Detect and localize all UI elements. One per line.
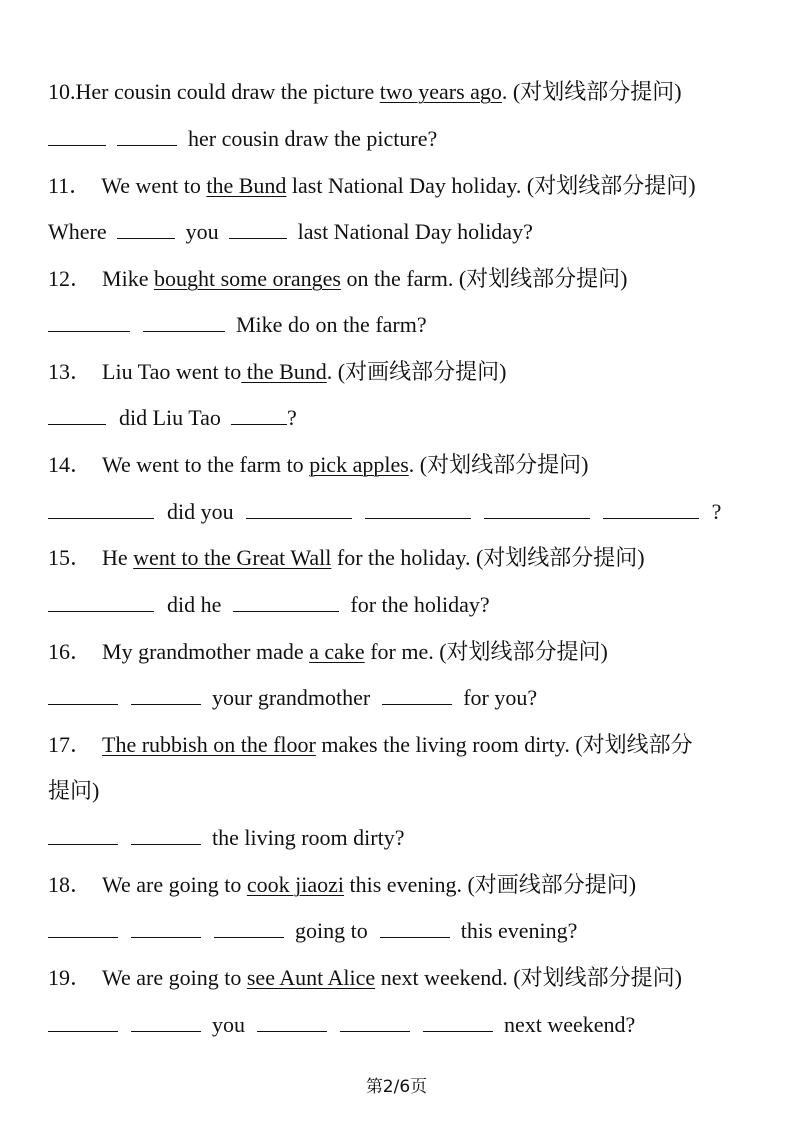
question-number: 11．: [48, 173, 92, 198]
question-number: 16．: [48, 639, 93, 664]
answer-blank[interactable]: [131, 919, 201, 938]
answer-text: you: [212, 1012, 245, 1037]
answer-blank[interactable]: [340, 1013, 410, 1032]
underlined-phrase: went to the Great Wall: [133, 545, 332, 570]
answer-line-14: [48, 497, 773, 527]
question-instruction: . (对划线部分提问): [408, 452, 589, 477]
answer-blank[interactable]: [48, 826, 118, 845]
answer-blank[interactable]: [423, 1013, 493, 1032]
answer-text: the living room dirty?: [212, 825, 405, 850]
answer-blank[interactable]: [143, 313, 225, 332]
question-text: He: [102, 545, 134, 570]
underlined-phrase: bought some oranges: [153, 266, 341, 291]
answer-text: did you: [167, 499, 234, 524]
question-number: 18．: [48, 872, 93, 897]
question-instruction: . (对画线部分提问): [326, 359, 507, 384]
answer-text: Where: [48, 219, 107, 244]
answer-blank[interactable]: [48, 313, 130, 332]
answer-line-19: [48, 1010, 773, 1040]
question-instruction: last National Day holiday. (对划线部分提问): [286, 173, 696, 198]
question-text: Mike: [102, 266, 154, 291]
answer-blank[interactable]: [117, 127, 177, 146]
question-text: We went to: [101, 173, 207, 198]
answer-blank[interactable]: [603, 500, 699, 519]
question-19: [48, 963, 773, 993]
answer-line-18: [48, 916, 773, 946]
question-number: 19．: [48, 965, 93, 990]
question-text: We went to the farm to: [102, 452, 310, 477]
answer-blank[interactable]: [380, 919, 450, 938]
answer-text: your grandmother: [212, 685, 371, 710]
question-11: [48, 171, 773, 201]
question-number: 14．: [48, 452, 93, 477]
answer-text: for you?: [463, 685, 538, 710]
question-instruction: this evening. (对画线部分提问): [344, 872, 637, 897]
question-instruction: on the farm. (对划线部分提问): [340, 266, 628, 291]
underlined-phrase: see Aunt Alice: [246, 965, 376, 990]
answer-blank[interactable]: [48, 686, 118, 705]
answer-line-15: [48, 590, 773, 620]
question-instruction: makes the living room dirty. (对划线部分: [315, 732, 693, 757]
question-text: Her cousin could draw the picture: [75, 79, 380, 104]
question-text: My grandmother made: [102, 639, 310, 664]
question-instruction-cont: 提问): [48, 778, 100, 803]
question-text: We are going to: [102, 965, 247, 990]
answer-text: you: [185, 219, 219, 244]
answer-line-10: [48, 124, 773, 154]
answer-line-16: [48, 683, 773, 713]
answer-text: for the holiday?: [350, 592, 490, 617]
answer-blank[interactable]: [48, 593, 154, 612]
question-instruction: . (对划线部分提问): [501, 79, 682, 104]
answer-blank[interactable]: [214, 919, 284, 938]
answer-text: going to: [295, 918, 368, 943]
underlined-phrase: the Bund: [206, 173, 287, 198]
answer-text: next weekend?: [504, 1012, 636, 1037]
answer-blank[interactable]: [48, 406, 106, 425]
answer-blank[interactable]: [48, 127, 106, 146]
underlined-phrase: the Bund: [241, 359, 327, 384]
question-instruction: for me. (对划线部分提问): [364, 639, 608, 664]
answer-blank[interactable]: [231, 406, 287, 425]
answer-blank[interactable]: [484, 500, 590, 519]
answer-blank[interactable]: [131, 686, 201, 705]
question-text: We are going to: [102, 872, 247, 897]
question-number: 10.: [48, 79, 76, 104]
answer-blank[interactable]: [229, 220, 287, 239]
question-15: [48, 543, 773, 573]
question-10: [48, 77, 773, 107]
answer-line-12: [48, 310, 773, 340]
question-number: 13．: [48, 359, 93, 384]
question-16: [48, 637, 773, 667]
question-number: 15．: [48, 545, 93, 570]
underlined-phrase: pick apples: [309, 452, 409, 477]
question-number: 12．: [48, 266, 93, 291]
answer-blank[interactable]: [246, 500, 352, 519]
answer-blank[interactable]: [382, 686, 452, 705]
answer-blank[interactable]: [48, 500, 154, 519]
underlined-phrase: a cake: [309, 639, 365, 664]
question-17: [48, 730, 773, 760]
answer-text: ?: [286, 405, 297, 430]
answer-blank[interactable]: [233, 593, 339, 612]
underlined-phrase: The rubbish on the floor: [102, 732, 316, 757]
question-text: Liu Tao went to: [102, 359, 242, 384]
question-instruction: next weekend. (对划线部分提问): [375, 965, 682, 990]
answer-blank[interactable]: [257, 1013, 327, 1032]
question-17-continued: [48, 776, 773, 806]
answer-blank[interactable]: [131, 826, 201, 845]
answer-text: her cousin draw the picture?: [188, 126, 438, 151]
answer-blank[interactable]: [117, 220, 175, 239]
question-18: [48, 870, 773, 900]
answer-text: ?: [711, 499, 722, 524]
answer-text: this evening?: [460, 918, 578, 943]
question-instruction: for the holiday. (对划线部分提问): [331, 545, 645, 570]
underlined-phrase: cook jiaozi: [246, 872, 345, 897]
answer-line-17: [48, 823, 773, 853]
answer-blank[interactable]: [131, 1013, 201, 1032]
answer-text: did he: [167, 592, 222, 617]
answer-line-13: [48, 403, 773, 433]
answer-blank[interactable]: [48, 1013, 118, 1032]
page-number: 第2/6页: [365, 1077, 428, 1097]
answer-blank[interactable]: [48, 919, 118, 938]
underlined-phrase: two years ago: [379, 79, 502, 104]
question-number: 17．: [48, 732, 93, 757]
question-14: [48, 450, 773, 480]
answer-text: did Liu Tao: [119, 405, 221, 430]
answer-text: last National Day holiday?: [297, 219, 533, 244]
question-13: [48, 357, 773, 387]
answer-line-11: [48, 217, 773, 247]
question-12: [48, 264, 773, 294]
answer-blank[interactable]: [365, 500, 471, 519]
answer-text: Mike do on the farm?: [236, 312, 427, 337]
